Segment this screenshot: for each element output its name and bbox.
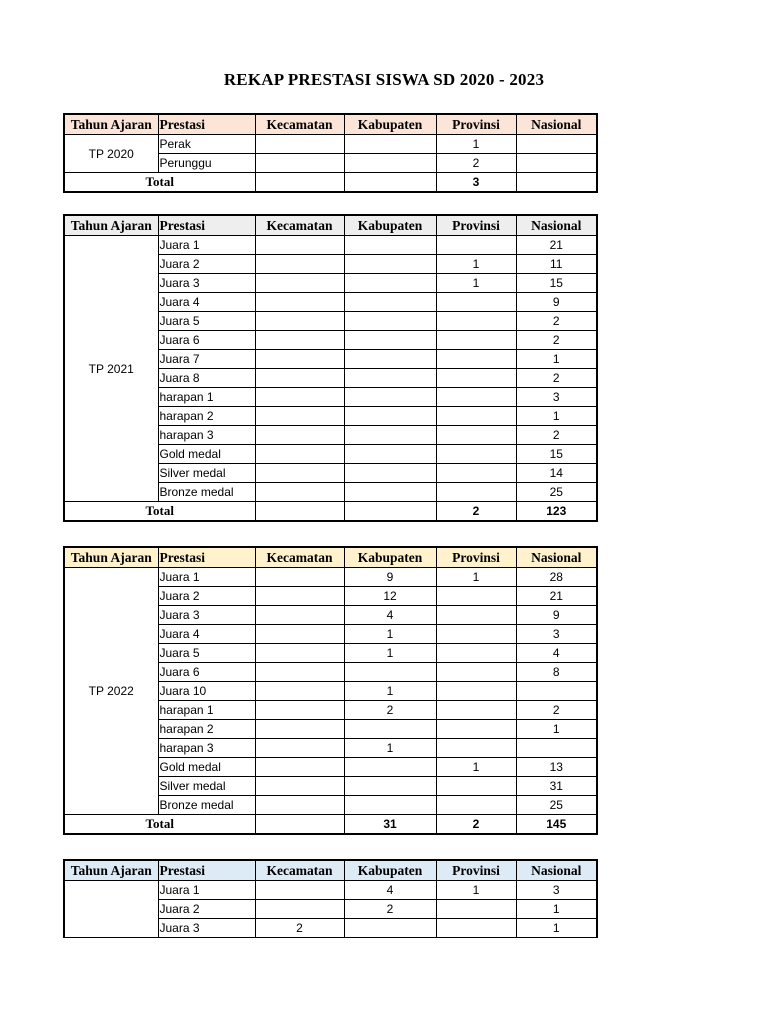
header-tahun-ajaran: Tahun Ajaran <box>64 860 158 881</box>
nasional-cell: 11 <box>516 255 597 274</box>
nasional-cell: 14 <box>516 464 597 483</box>
total-kecamatan <box>255 502 344 522</box>
kecamatan-cell <box>255 682 344 701</box>
prestasi-cell: harapan 1 <box>158 388 255 407</box>
kabupaten-cell: 1 <box>344 682 436 701</box>
header-nasional: Nasional <box>516 114 597 135</box>
total-provinsi: 2 <box>436 502 516 522</box>
provinsi-cell <box>436 293 516 312</box>
tahun-ajaran-cell: TP 2020 <box>64 135 158 173</box>
total-nasional: 145 <box>516 815 597 835</box>
kabupaten-cell: 1 <box>344 739 436 758</box>
kabupaten-cell <box>344 919 436 938</box>
header-kecamatan: Kecamatan <box>255 547 344 568</box>
kabupaten-cell: 9 <box>344 568 436 587</box>
provinsi-cell <box>436 350 516 369</box>
provinsi-cell: 1 <box>436 274 516 293</box>
tahun-ajaran-cell: TP 2021 <box>64 236 158 502</box>
kecamatan-cell <box>255 606 344 625</box>
provinsi-cell <box>436 606 516 625</box>
nasional-cell: 15 <box>516 274 597 293</box>
provinsi-cell: 1 <box>436 881 516 900</box>
header-prestasi: Prestasi <box>158 215 255 236</box>
prestasi-cell: Bronze medal <box>158 796 255 815</box>
nasional-cell: 9 <box>516 293 597 312</box>
nasional-cell: 28 <box>516 568 597 587</box>
prestasi-cell: Silver medal <box>158 777 255 796</box>
nasional-cell: 2 <box>516 312 597 331</box>
table-header-row <box>64 215 597 236</box>
kecamatan-cell <box>255 644 344 663</box>
table-row <box>64 135 597 154</box>
kabupaten-cell <box>344 274 436 293</box>
header-kecamatan: Kecamatan <box>255 114 344 135</box>
kecamatan-cell <box>255 154 344 173</box>
header-kecamatan: Kecamatan <box>255 215 344 236</box>
nasional-cell: 2 <box>516 369 597 388</box>
kabupaten-cell: 1 <box>344 644 436 663</box>
nasional-cell: 21 <box>516 236 597 255</box>
prestasi-cell: Juara 8 <box>158 369 255 388</box>
kabupaten-cell <box>344 350 436 369</box>
header-prestasi: Prestasi <box>158 114 255 135</box>
kabupaten-cell <box>344 154 436 173</box>
kecamatan-cell <box>255 407 344 426</box>
total-row <box>64 815 597 835</box>
header-provinsi: Provinsi <box>436 114 516 135</box>
header-nasional: Nasional <box>516 860 597 881</box>
total-row <box>64 502 597 522</box>
provinsi-cell <box>436 483 516 502</box>
provinsi-cell <box>436 587 516 606</box>
kecamatan-cell <box>255 796 344 815</box>
header-provinsi: Provinsi <box>436 860 516 881</box>
header-nasional: Nasional <box>516 215 597 236</box>
rekap-table-1 <box>63 113 598 193</box>
provinsi-cell <box>436 464 516 483</box>
kecamatan-cell <box>255 663 344 682</box>
provinsi-cell <box>436 407 516 426</box>
prestasi-cell: Juara 2 <box>158 900 255 919</box>
kecamatan-cell <box>255 350 344 369</box>
kecamatan-cell: 2 <box>255 919 344 938</box>
prestasi-cell: Juara 4 <box>158 293 255 312</box>
header-tahun-ajaran: Tahun Ajaran <box>64 114 158 135</box>
nasional-cell: 3 <box>516 625 597 644</box>
total-row <box>64 173 597 193</box>
kecamatan-cell <box>255 236 344 255</box>
header-kecamatan: Kecamatan <box>255 860 344 881</box>
prestasi-cell: Juara 3 <box>158 606 255 625</box>
kecamatan-cell <box>255 369 344 388</box>
table-row <box>64 568 597 587</box>
prestasi-cell: Juara 3 <box>158 274 255 293</box>
kecamatan-cell <box>255 445 344 464</box>
provinsi-cell <box>436 796 516 815</box>
header-kabupaten: Kabupaten <box>344 215 436 236</box>
header-tahun-ajaran: Tahun Ajaran <box>64 215 158 236</box>
prestasi-cell: Juara 2 <box>158 587 255 606</box>
nasional-cell <box>516 682 597 701</box>
kecamatan-cell <box>255 483 344 502</box>
kecamatan-cell <box>255 701 344 720</box>
provinsi-cell <box>436 663 516 682</box>
prestasi-cell: Juara 1 <box>158 568 255 587</box>
tahun-ajaran-cell: TP 2022 <box>64 568 158 815</box>
prestasi-cell: Gold medal <box>158 445 255 464</box>
tahun-ajaran-cell <box>64 881 158 938</box>
kabupaten-cell: 2 <box>344 900 436 919</box>
provinsi-cell: 2 <box>436 154 516 173</box>
header-nasional: Nasional <box>516 547 597 568</box>
provinsi-cell <box>436 720 516 739</box>
kabupaten-cell: 2 <box>344 701 436 720</box>
kabupaten-cell: 1 <box>344 625 436 644</box>
prestasi-cell: Juara 5 <box>158 312 255 331</box>
provinsi-cell <box>436 900 516 919</box>
provinsi-cell <box>436 445 516 464</box>
provinsi-cell <box>436 388 516 407</box>
provinsi-cell <box>436 625 516 644</box>
provinsi-cell <box>436 682 516 701</box>
prestasi-cell: Bronze medal <box>158 483 255 502</box>
prestasi-cell: Juara 6 <box>158 663 255 682</box>
total-provinsi: 3 <box>436 173 516 193</box>
provinsi-cell <box>436 644 516 663</box>
kecamatan-cell <box>255 900 344 919</box>
prestasi-cell: Perak <box>158 135 255 154</box>
total-kecamatan <box>255 173 344 193</box>
nasional-cell: 25 <box>516 796 597 815</box>
kabupaten-cell <box>344 369 436 388</box>
kecamatan-cell <box>255 293 344 312</box>
provinsi-cell <box>436 739 516 758</box>
prestasi-cell: harapan 2 <box>158 720 255 739</box>
kecamatan-cell <box>255 739 344 758</box>
provinsi-cell: 1 <box>436 568 516 587</box>
prestasi-cell: Juara 7 <box>158 350 255 369</box>
total-kabupaten <box>344 173 436 193</box>
nasional-cell: 3 <box>516 881 597 900</box>
nasional-cell: 21 <box>516 587 597 606</box>
provinsi-cell <box>436 701 516 720</box>
kecamatan-cell <box>255 331 344 350</box>
rekap-table-2 <box>63 214 598 522</box>
provinsi-cell <box>436 312 516 331</box>
document-title: REKAP PRESTASI SISWA SD 2020 - 2023 <box>223 70 545 89</box>
kabupaten-cell: 4 <box>344 606 436 625</box>
prestasi-cell: harapan 3 <box>158 426 255 445</box>
provinsi-cell <box>436 331 516 350</box>
nasional-cell: 25 <box>516 483 597 502</box>
provinsi-cell <box>436 426 516 445</box>
nasional-cell: 8 <box>516 663 597 682</box>
header-provinsi: Provinsi <box>436 215 516 236</box>
kabupaten-cell <box>344 236 436 255</box>
kecamatan-cell <box>255 881 344 900</box>
header-kabupaten: Kabupaten <box>344 860 436 881</box>
header-prestasi: Prestasi <box>158 547 255 568</box>
kabupaten-cell <box>344 464 436 483</box>
kabupaten-cell <box>344 426 436 445</box>
header-prestasi: Prestasi <box>158 860 255 881</box>
table-header-row <box>64 547 597 568</box>
nasional-cell: 1 <box>516 720 597 739</box>
nasional-cell: 1 <box>516 350 597 369</box>
total-provinsi: 2 <box>436 815 516 835</box>
kabupaten-cell <box>344 796 436 815</box>
rekap-table-4 <box>63 859 598 938</box>
nasional-cell: 1 <box>516 919 597 938</box>
header-kabupaten: Kabupaten <box>344 114 436 135</box>
kecamatan-cell <box>255 720 344 739</box>
prestasi-cell: Juara 4 <box>158 625 255 644</box>
kecamatan-cell <box>255 587 344 606</box>
kabupaten-cell <box>344 135 436 154</box>
kecamatan-cell <box>255 135 344 154</box>
kabupaten-cell <box>344 445 436 464</box>
nasional-cell: 15 <box>516 445 597 464</box>
table-header-row <box>64 114 597 135</box>
kecamatan-cell <box>255 388 344 407</box>
kabupaten-cell: 12 <box>344 587 436 606</box>
provinsi-cell <box>436 236 516 255</box>
kecamatan-cell <box>255 426 344 445</box>
header-tahun-ajaran: Tahun Ajaran <box>64 547 158 568</box>
provinsi-cell <box>436 369 516 388</box>
table-row <box>64 881 597 900</box>
rekap-table-3 <box>63 546 598 835</box>
kecamatan-cell <box>255 312 344 331</box>
total-nasional: 123 <box>516 502 597 522</box>
provinsi-cell: 1 <box>436 255 516 274</box>
kabupaten-cell <box>344 758 436 777</box>
prestasi-cell: Juara 2 <box>158 255 255 274</box>
provinsi-cell: 1 <box>436 135 516 154</box>
kabupaten-cell <box>344 388 436 407</box>
prestasi-cell: harapan 3 <box>158 739 255 758</box>
provinsi-cell <box>436 777 516 796</box>
nasional-cell: 31 <box>516 777 597 796</box>
kabupaten-cell <box>344 720 436 739</box>
kabupaten-cell <box>344 312 436 331</box>
header-provinsi: Provinsi <box>436 547 516 568</box>
prestasi-cell: Juara 6 <box>158 331 255 350</box>
prestasi-cell: Juara 1 <box>158 236 255 255</box>
nasional-cell: 2 <box>516 331 597 350</box>
nasional-cell: 1 <box>516 900 597 919</box>
header-kabupaten: Kabupaten <box>344 547 436 568</box>
kabupaten-cell <box>344 483 436 502</box>
table-header-row <box>64 860 597 881</box>
total-kecamatan <box>255 815 344 835</box>
nasional-cell <box>516 135 597 154</box>
total-label: Total <box>64 173 255 193</box>
nasional-cell: 2 <box>516 701 597 720</box>
nasional-cell: 3 <box>516 388 597 407</box>
total-nasional <box>516 173 597 193</box>
total-label: Total <box>64 502 255 522</box>
prestasi-cell: Silver medal <box>158 464 255 483</box>
kecamatan-cell <box>255 758 344 777</box>
total-label: Total <box>64 815 255 835</box>
kabupaten-cell <box>344 777 436 796</box>
prestasi-cell: Gold medal <box>158 758 255 777</box>
nasional-cell: 9 <box>516 606 597 625</box>
prestasi-cell: Juara 3 <box>158 919 255 938</box>
prestasi-cell: Perunggu <box>158 154 255 173</box>
prestasi-cell: harapan 2 <box>158 407 255 426</box>
kabupaten-cell <box>344 255 436 274</box>
kecamatan-cell <box>255 625 344 644</box>
nasional-cell: 1 <box>516 407 597 426</box>
nasional-cell: 13 <box>516 758 597 777</box>
prestasi-cell: Juara 1 <box>158 881 255 900</box>
kabupaten-cell <box>344 331 436 350</box>
nasional-cell <box>516 739 597 758</box>
prestasi-cell: harapan 1 <box>158 701 255 720</box>
prestasi-cell: Juara 10 <box>158 682 255 701</box>
provinsi-cell: 1 <box>436 758 516 777</box>
kabupaten-cell <box>344 293 436 312</box>
kabupaten-cell <box>344 407 436 426</box>
kecamatan-cell <box>255 274 344 293</box>
provinsi-cell <box>436 919 516 938</box>
nasional-cell: 2 <box>516 426 597 445</box>
nasional-cell: 4 <box>516 644 597 663</box>
kabupaten-cell <box>344 663 436 682</box>
kecamatan-cell <box>255 464 344 483</box>
kecamatan-cell <box>255 568 344 587</box>
prestasi-cell: Juara 5 <box>158 644 255 663</box>
total-kabupaten: 31 <box>344 815 436 835</box>
table-row <box>64 236 597 255</box>
total-kabupaten <box>344 502 436 522</box>
nasional-cell <box>516 154 597 173</box>
kecamatan-cell <box>255 777 344 796</box>
kabupaten-cell: 4 <box>344 881 436 900</box>
kecamatan-cell <box>255 255 344 274</box>
